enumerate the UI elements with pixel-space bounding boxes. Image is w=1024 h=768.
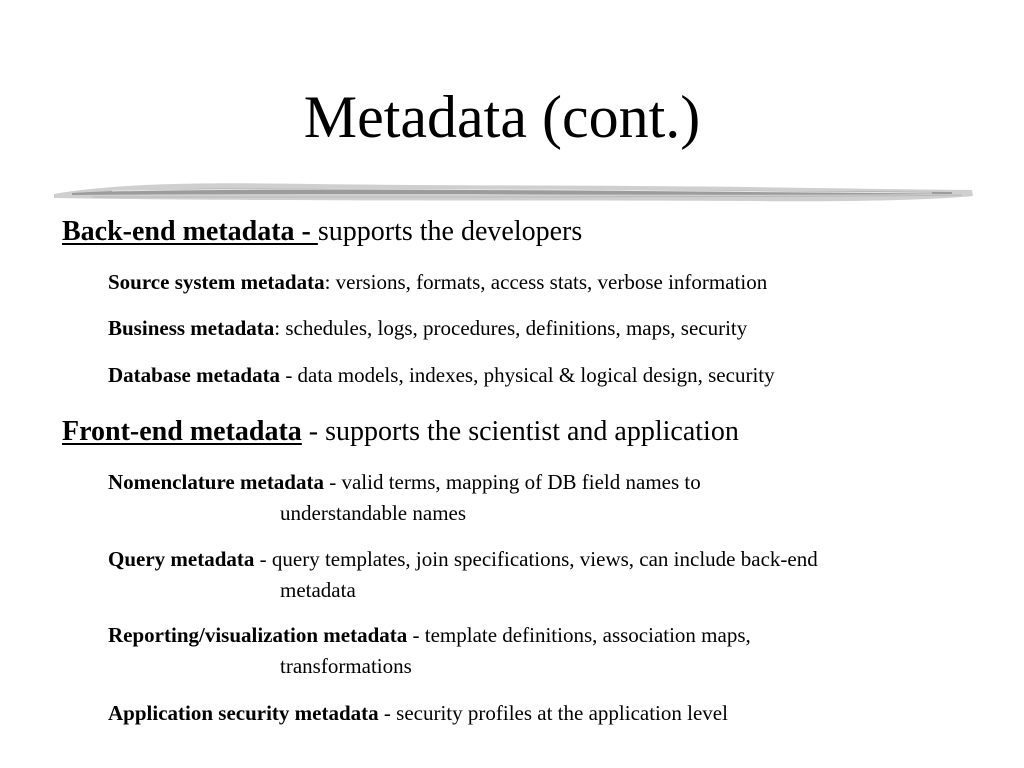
frontend-term: Front-end metadata [62, 416, 302, 447]
slide-title: Metadata (cont.) [303, 84, 701, 150]
item-text: - security profiles at the application level [378, 701, 728, 725]
backend-term: Back-end metadata - [62, 216, 318, 247]
list-item-database [108, 360, 988, 391]
item-continuation: understandable names [280, 501, 467, 525]
item-term: Reporting/visualization metadata [108, 623, 408, 647]
backend-heading [62, 215, 582, 249]
item-term: Database metadata [108, 363, 281, 387]
item-term: Source system metadata [108, 270, 325, 294]
frontend-description: - supports the scientist and application [301, 416, 739, 447]
frontend-heading [62, 415, 739, 449]
item-term: Business metadata [108, 316, 275, 340]
item-term: Query metadata [108, 547, 255, 571]
item-text: - template definitions, association maps, [407, 623, 751, 647]
item-term: Nomenclature metadata [108, 470, 324, 494]
item-text: - valid terms, mapping of DB field names to [323, 470, 701, 494]
list-item-business [108, 313, 988, 344]
item-continuation: metadata [280, 578, 356, 602]
item-text: : versions, formats, access stats, verbose information [324, 270, 768, 294]
list-item-nomenclature [108, 467, 988, 529]
item-text: - query templates, join specifications, views, can include back-end [254, 547, 818, 571]
item-continuation: transformations [280, 654, 412, 678]
title-divider-rule [52, 176, 976, 208]
item-term: Application security metadata [108, 701, 379, 725]
item-text: : schedules, logs, procedures, definitions, maps, security [274, 316, 748, 340]
item-text: - data models, indexes, physical & logical design, security [280, 363, 775, 387]
list-item-query [108, 544, 988, 606]
list-item-source-system [108, 267, 988, 298]
backend-description: supports the developers [317, 216, 583, 247]
list-item-reporting [108, 620, 988, 682]
list-item-application-security [108, 698, 988, 729]
